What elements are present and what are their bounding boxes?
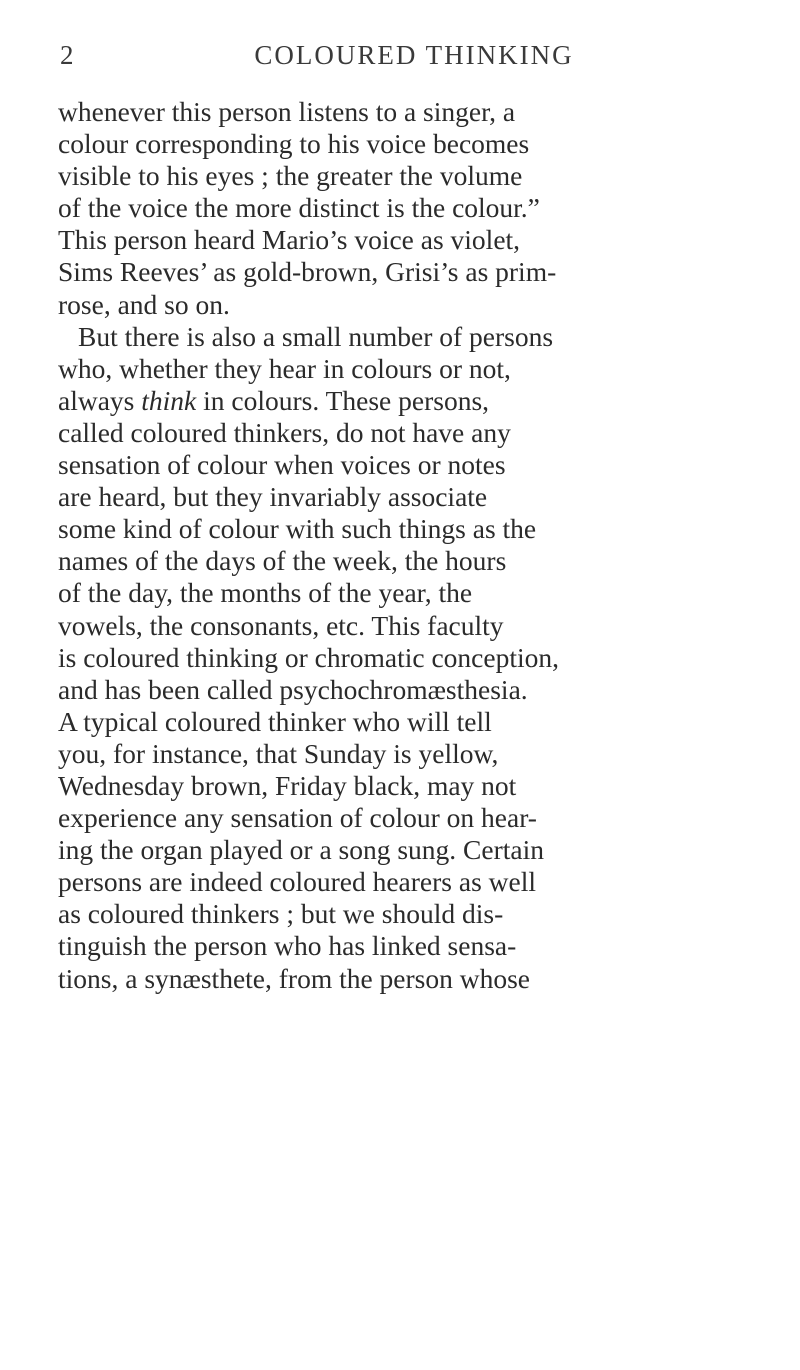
text-line: A typical coloured thinker who will tell (58, 705, 492, 737)
text-line: who, whether they hear in colours or not, (58, 352, 511, 384)
text-line: names of the days of the week, the hours (58, 545, 507, 577)
text-line: of the day, the months of the year, the (58, 577, 473, 609)
body-text (58, 96, 758, 995)
text-line: Wednesday brown, Friday black, may not (58, 769, 517, 801)
text-line: vowels, the consonants, etc. This faculty (58, 609, 504, 641)
text-line: persons are indeed coloured hearers as well (58, 866, 536, 898)
text-line: whenever this person listens to a singer, a (58, 96, 516, 127)
text-line-with-emphasis (58, 385, 758, 417)
text-fragment: in colours. These persons, (196, 384, 490, 416)
text-line: tions, a synæsthete, from the person whose (58, 962, 531, 994)
text-line: is coloured thinking or chromatic conception, (58, 641, 559, 673)
page-number: 2 (60, 40, 75, 70)
emphasized-word: think (141, 384, 197, 416)
text-line: Sims Reeves’ as gold-brown, Grisi’s as prim- (58, 256, 557, 288)
paragraph-start-line: But there is also a small number of persons (78, 320, 554, 352)
text-line: experience any sensation of colour on hear- (58, 802, 537, 834)
running-title: COLOURED THINKING (254, 40, 574, 70)
text-fragment: always (58, 384, 142, 416)
text-line: you, for instance, that Sunday is yellow, (58, 737, 499, 769)
text-line: ing the organ played or a song sung. Certain (58, 834, 544, 866)
text-line: colour corresponding to his voice becomes (58, 128, 530, 160)
text-line: sensation of colour when voices or notes (58, 449, 506, 481)
text-line: and has been called psychochromæsthesia. (58, 673, 528, 705)
text-line: are heard, but they invariably associate (58, 481, 488, 513)
text-line: rose, and so on. (58, 288, 230, 320)
text-line: tinguish the person who has linked sensa- (58, 930, 517, 962)
text-line: visible to his eyes ; the greater the volume (58, 160, 523, 192)
text-line: This person heard Mario’s voice as violet, (58, 224, 521, 256)
text-line: of the voice the more distinct is the colour.” (58, 192, 540, 224)
text-line: called coloured thinkers, do not have any (58, 416, 511, 448)
text-line: as coloured thinkers ; but we should dis- (58, 898, 504, 930)
page-header (58, 40, 750, 80)
text-line: some kind of colour with such things as the (58, 513, 537, 545)
